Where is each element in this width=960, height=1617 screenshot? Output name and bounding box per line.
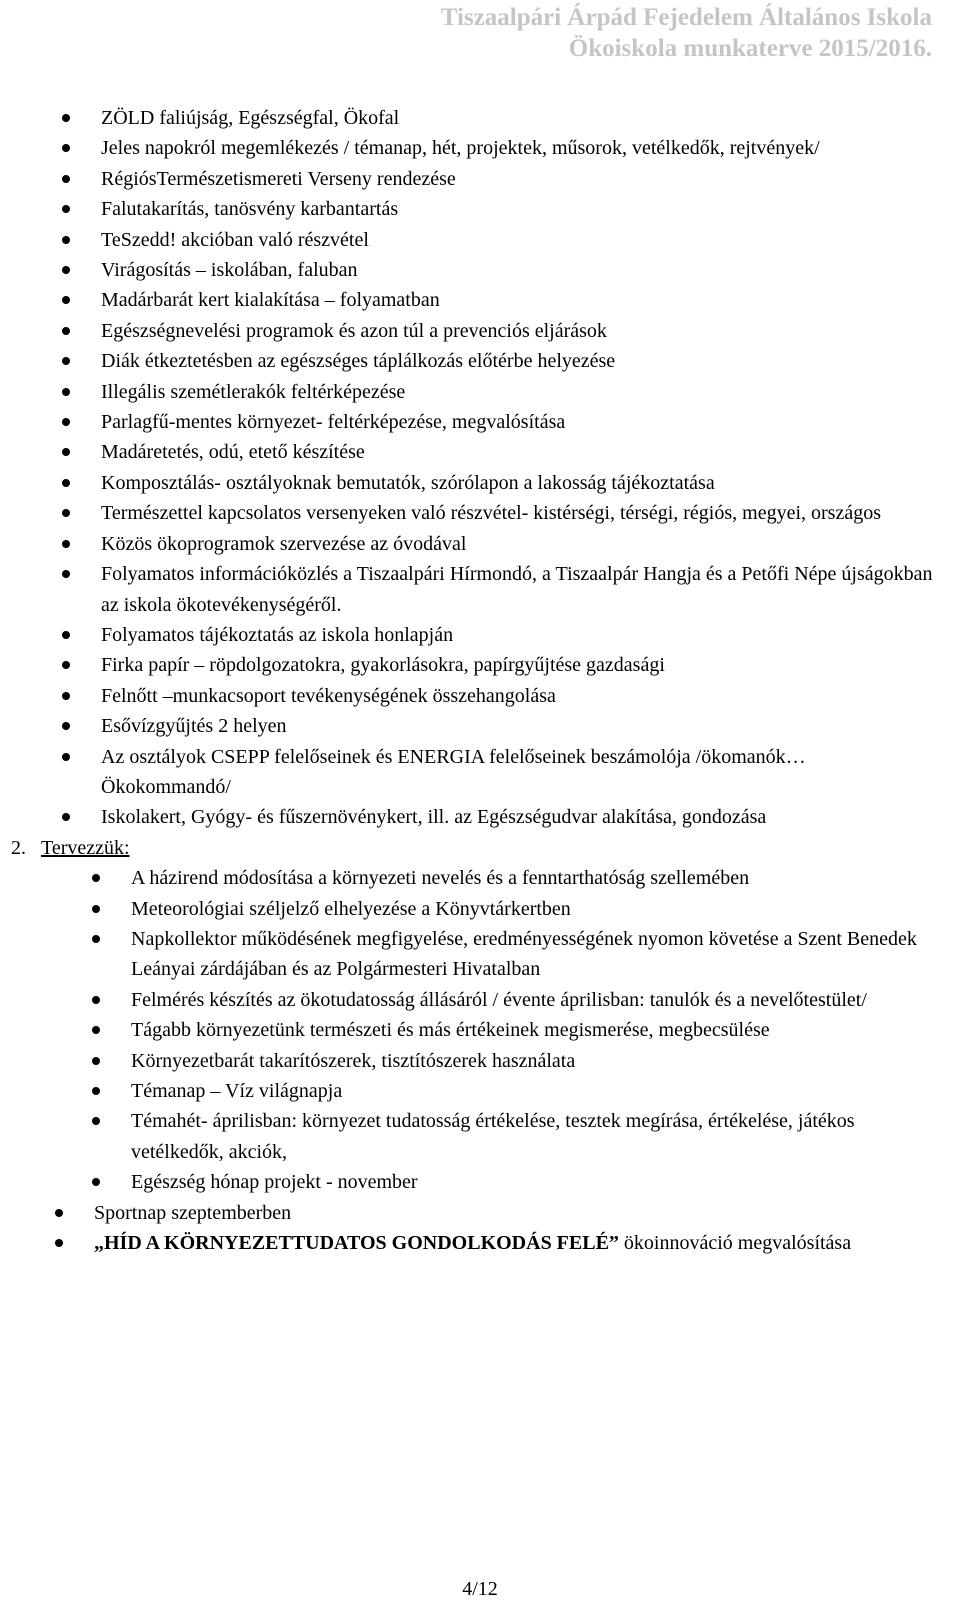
list-item: Témanap – Víz világnapja <box>0 1076 935 1106</box>
list-item: Falutakarítás, tanösvény karbantartás <box>0 194 935 224</box>
list-item: Illegális szemétlerakók feltérképezése <box>0 377 935 407</box>
sportnap-text: Sportnap szeptemberben <box>94 1201 292 1224</box>
document-header <box>232 2 932 64</box>
list-item: Környezetbarát takarítószerek, tisztítószerek használata <box>0 1046 935 1076</box>
document-body <box>0 103 935 1258</box>
hid-rest: ökoinnováció megvalósítása <box>618 1232 852 1255</box>
list-item: Közös ökoprogramok szervezése az óvodával <box>0 529 935 559</box>
page-number: 4/12 <box>462 1578 498 1600</box>
list-item: Az osztályok CSEPP felelőseinek és ENERGIA felelőseinek beszámolója /ökomanók… Ökokommandó/ <box>0 742 935 803</box>
list-item: Diák étkeztetésben az egészséges táplálkozás előtérbe helyezése <box>0 346 935 376</box>
school-name: Tiszaalpári Árpád Fejedelem Általános Iskola <box>440 4 932 31</box>
list-item: TeSzedd! akcióban való részvétel <box>0 225 935 255</box>
list-item: ZÖLD faliújság, Egészségfal, Ökofal <box>0 103 935 133</box>
section-2-heading <box>0 833 935 863</box>
list-item: Iskolakert, Gyógy- és fűszernövénykert, ill. az Egészségudvar alakítása, gondozása <box>0 802 935 832</box>
list-item: Egészség hónap projekt - november <box>0 1167 935 1197</box>
section-label: Tervezzük: <box>41 836 130 859</box>
done-activities-list <box>0 103 935 833</box>
hid-title: „HÍD A KÖRNYEZETTUDATOS GONDOLKODÁS FELÉ” <box>94 1232 619 1255</box>
list-item: Komposztálás- osztályoknak bemutatók, szórólapon a lakosság tájékoztatása <box>0 468 935 498</box>
list-item: Jeles napokról megemlékezés / témanap, hét, projektek, műsorok, vetélkedők, rejtvények/ <box>0 133 935 163</box>
list-item: Folyamatos információközlés a Tiszaalpári Hírmondó, a Tiszaalpár Hangja és a Petőfi Népe újságokban az iskola ökotevékenységéről. <box>0 559 935 620</box>
list-item: Tágabb környezetünk természeti és más értékeinek megismerése, megbecsülése <box>0 1015 935 1045</box>
list-item: A házirend módosítása a környezeti nevelés és a fenntarthatóság szellemében <box>0 863 935 893</box>
list-item: Meteorológiai széljelző elhelyezése a Könyvtárkertben <box>0 894 935 924</box>
list-item: Egészségnevelési programok és azon túl a prevenciós eljárások <box>0 316 935 346</box>
list-item: Esővízgyűjtés 2 helyen <box>0 711 935 741</box>
planned-activities-list <box>0 863 935 1197</box>
list-item: Virágosítás – iskolában, faluban <box>0 255 935 285</box>
list-item: Természettel kapcsolatos versenyeken való részvétel- kistérségi, térségi, régiós, megyei, országos <box>0 498 935 528</box>
extra-activities-list <box>0 1198 935 1259</box>
list-item: RégiósTermészetismereti Verseny rendezése <box>0 164 935 194</box>
list-item: Firka papír – röpdolgozatokra, gyakorlásokra, papírgyűjtése gazdasági <box>0 650 935 680</box>
list-item: Folyamatos tájékoztatás az iskola honlapján <box>0 620 935 650</box>
list-item <box>0 1198 935 1228</box>
list-item: Felmérés készítés az ökotudatosság állásáról / évente áprilisban: tanulók és a nevelőtestület/ <box>0 985 935 1015</box>
list-item: Madáretetés, odú, etető készítése <box>0 437 935 467</box>
list-item <box>0 1228 935 1258</box>
list-item: Napkollektor működésének megfigyelése, eredményességének nyomon követése a Szent Benedek Leányai zárdájában és az Polgármesteri Hivatalban <box>0 924 935 985</box>
plan-title: Ökoiskola munkaterve 2015/2016. <box>568 35 932 62</box>
list-item: Parlagfű-mentes környezet- feltérképezése, megvalósítása <box>0 407 935 437</box>
section-number: 2. <box>11 836 26 859</box>
list-item: Témahét- áprilisban: környezet tudatosság értékelése, tesztek megírása, értékelése, játékos vetélkedők, akciók, <box>0 1106 935 1167</box>
list-item: Felnőtt –munkacsoport tevékenységének összehangolása <box>0 681 935 711</box>
list-item: Madárbarát kert kialakítása – folyamatban <box>0 285 935 315</box>
